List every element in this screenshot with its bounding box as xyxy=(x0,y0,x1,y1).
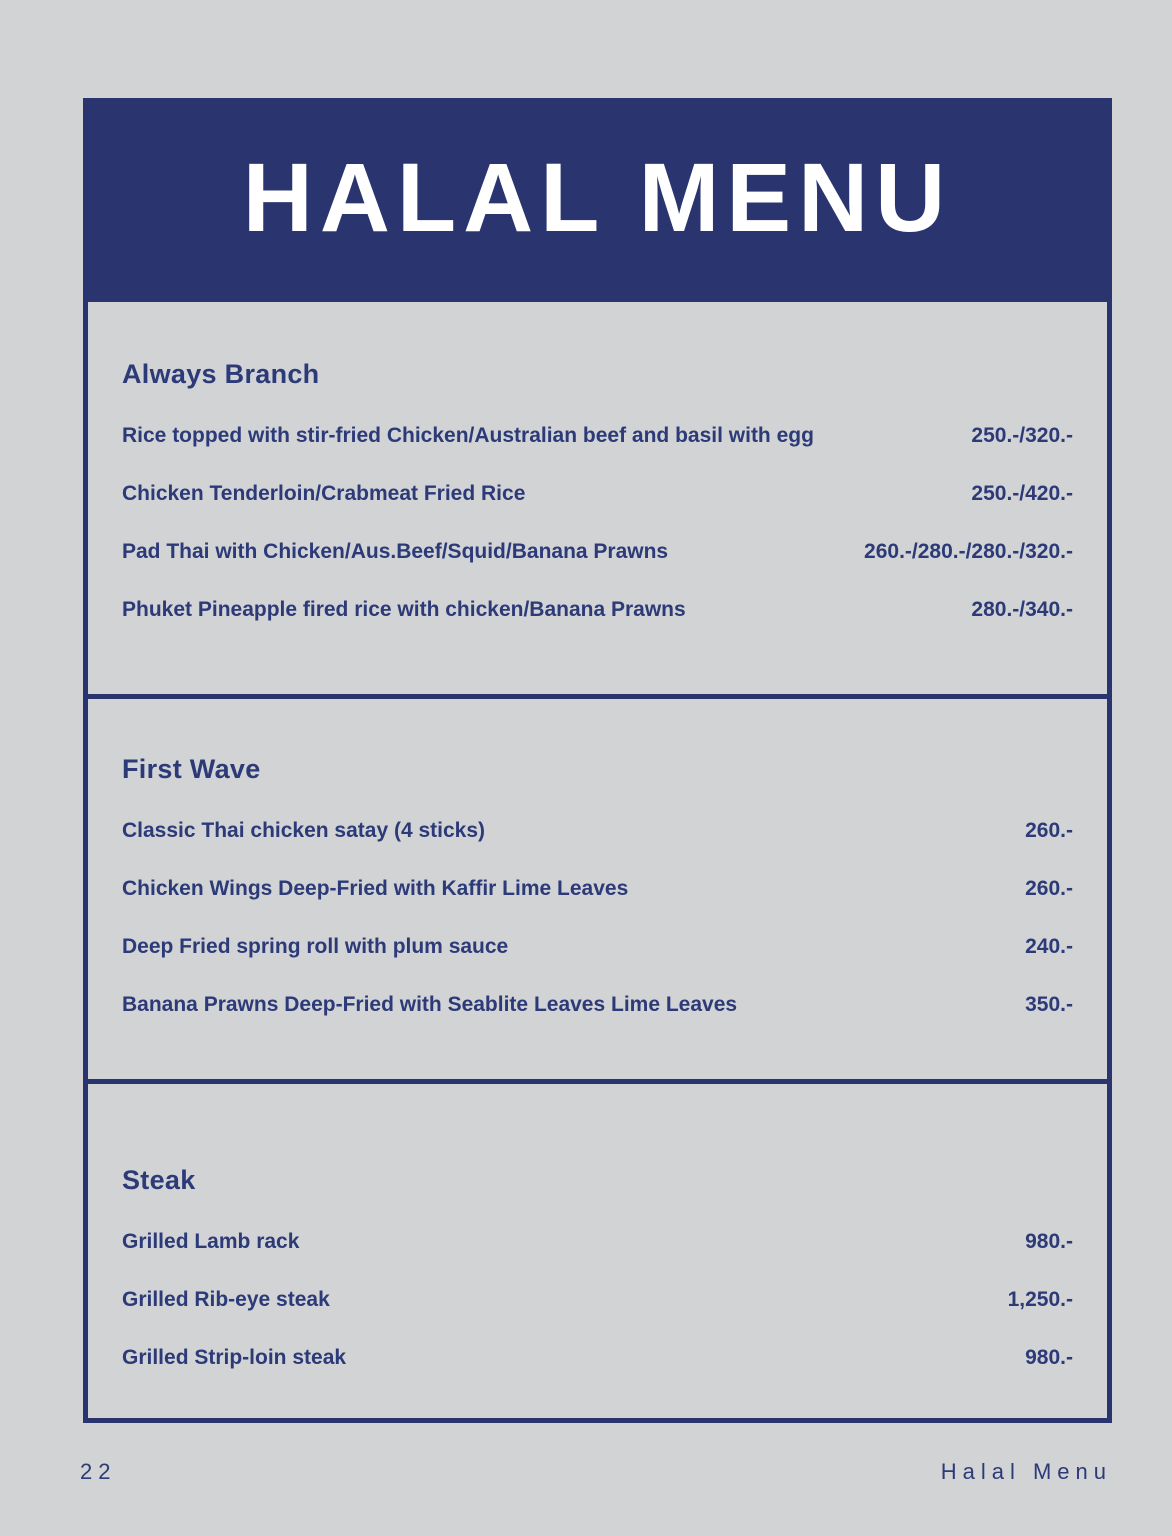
item-price: 260.- xyxy=(1025,818,1073,842)
item-name: Banana Prawns Deep-Fried with Seablite Leaves Lime Leaves xyxy=(122,993,738,1017)
item-price: 1,250.- xyxy=(1007,1287,1073,1311)
menu-item-row xyxy=(122,877,1073,901)
menu-item-row xyxy=(122,540,1073,564)
page-number: 22 xyxy=(80,1459,117,1484)
menu-sections xyxy=(83,297,1112,1423)
menu-item-row xyxy=(122,935,1073,959)
menu-item-row xyxy=(122,1346,1073,1370)
menu-item-row xyxy=(122,598,1073,622)
footer-menu-label: Halal Menu xyxy=(940,1459,1112,1484)
menu-section xyxy=(83,694,1112,1084)
menu-page xyxy=(80,98,1112,1485)
item-price: 980.- xyxy=(1025,1345,1073,1369)
page-footer xyxy=(80,1459,1112,1485)
menu-item-row xyxy=(122,424,1073,448)
item-price: 350.- xyxy=(1025,993,1073,1017)
item-name: Rice topped with stir-fried Chicken/Australian beef and basil with egg xyxy=(122,423,814,447)
item-price: 280.-/340.- xyxy=(971,598,1073,622)
item-name: Pad Thai with Chicken/Aus.Beef/Squid/Banana Prawns xyxy=(122,539,669,563)
item-price: 980.- xyxy=(1025,1229,1073,1253)
menu-item-row xyxy=(122,1230,1073,1254)
section-item-list xyxy=(122,819,1073,1018)
menu-title: HALAL MENU xyxy=(242,143,953,252)
item-name: Deep Fried spring roll with plum sauce xyxy=(122,934,509,958)
section-heading: Steak xyxy=(122,1165,196,1195)
item-name: Grilled Strip-loin steak xyxy=(122,1345,347,1369)
section-item-list xyxy=(122,424,1073,623)
item-name: Classic Thai chicken satay (4 sticks) xyxy=(122,818,486,842)
item-name: Chicken Tenderloin/Crabmeat Fried Rice xyxy=(122,481,526,505)
item-price: 240.- xyxy=(1025,934,1073,958)
item-name: Chicken Wings Deep-Fried with Kaffir Lime Leaves xyxy=(122,876,629,900)
item-price: 250.-/320.- xyxy=(971,423,1073,447)
menu-section xyxy=(83,297,1112,699)
item-name: Phuket Pineapple fired rice with chicken/Banana Prawns xyxy=(122,598,686,622)
item-price: 260.-/280.-/280.-/320.- xyxy=(864,539,1073,563)
menu-item-row xyxy=(122,482,1073,506)
item-name: Grilled Rib-eye steak xyxy=(122,1287,330,1311)
section-item-list xyxy=(122,1230,1073,1370)
section-heading: First Wave xyxy=(122,754,261,784)
menu-item-row xyxy=(122,819,1073,843)
menu-header-band xyxy=(83,98,1112,297)
menu-item-row xyxy=(122,993,1073,1017)
item-name: Grilled Lamb rack xyxy=(122,1229,300,1253)
menu-item-row xyxy=(122,1288,1073,1312)
menu-section xyxy=(83,1079,1112,1423)
section-heading: Always Branch xyxy=(122,359,320,389)
item-price: 250.-/420.- xyxy=(971,481,1073,505)
item-price: 260.- xyxy=(1025,876,1073,900)
